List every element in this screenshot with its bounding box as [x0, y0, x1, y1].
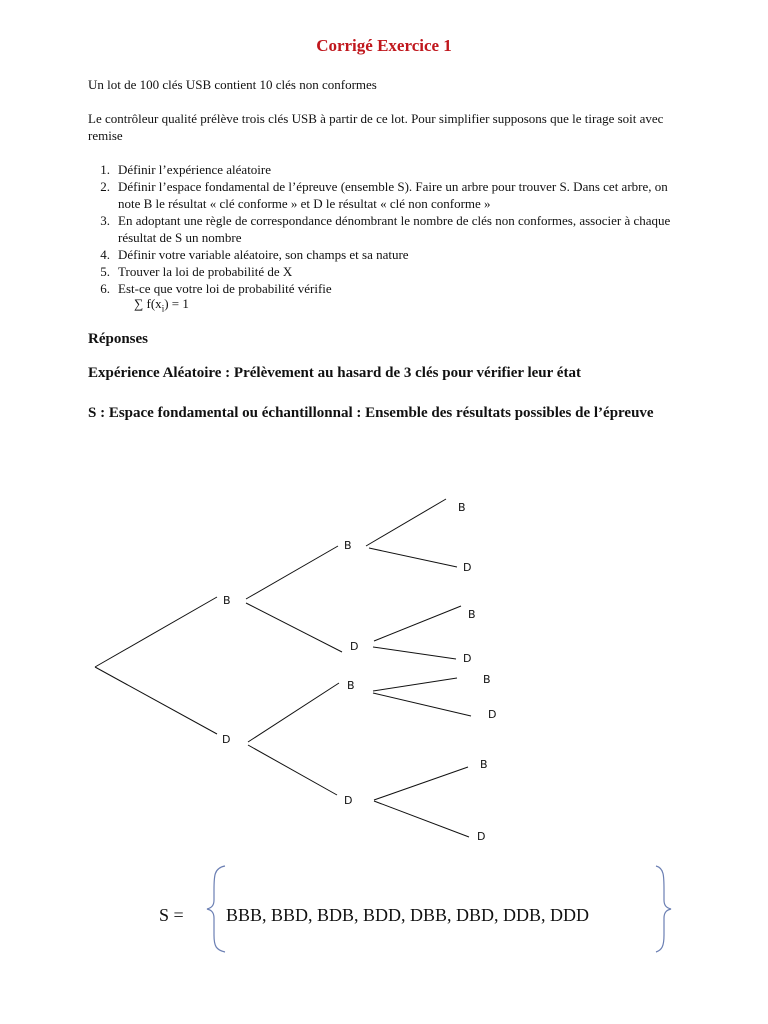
set-values: BBB, BBD, BDB, BDD, DBB, DBD, DDB, DDD	[226, 905, 590, 925]
tree-node-label: B	[344, 539, 352, 552]
tree-node-label: D	[344, 794, 353, 807]
list-item: 2. Définir l’espace fondamental de l’épreuve (ensemble S). Faire un arbre pour trouver S. Dans cet arbre, on note B le résultat « clé conforme » et D le résultat « clé non conforme »	[100, 179, 668, 211]
answers-heading: Réponses	[88, 331, 149, 347]
tree-node-label: D	[463, 561, 472, 574]
tree-node-label: B	[223, 594, 231, 607]
set-label: S =	[159, 905, 184, 925]
tree-node-label: D	[350, 640, 359, 653]
experience-definition: Expérience Aléatoire : Prélèvement au hasard de 3 clés pour vérifier leur état	[88, 365, 581, 381]
list-item: 5. Trouver la loi de probabilité de X	[100, 264, 293, 279]
list-item: 3. En adoptant une règle de correspondance dénombrant le nombre de clés non conformes, associer à chaque résultat de S un nombre	[100, 213, 671, 245]
page-title: Corrigé Exercice 1	[316, 36, 452, 55]
list-item: 4. Définir votre variable aléatoire, son champs et sa nature	[100, 247, 409, 262]
list-item: 6. Est-ce que votre loi de probabilité vérifie	[100, 281, 332, 296]
left-brace	[207, 866, 225, 952]
tree-node-label: D	[222, 733, 231, 746]
tree-node-label: B	[480, 758, 488, 771]
right-brace	[656, 866, 671, 952]
space-definition: S : Espace fondamental ou échantillonnal : Ensemble des résultats possibles de l’épreuve	[88, 405, 654, 421]
sum-formula: ∑ $f(x_i) = 1$	[134, 296, 189, 314]
tree-node-label: B	[458, 501, 466, 514]
tree-node-label: B	[483, 673, 491, 686]
tree-node-label: D	[463, 652, 472, 665]
tree-node-label: D	[477, 830, 486, 843]
intro-text: Un lot de 100 clés USB contient 10 clés non conformes	[88, 77, 377, 92]
tree-node-label: B	[468, 608, 476, 621]
tree-node-label: D	[488, 708, 497, 721]
tree-node-label: B	[347, 679, 355, 692]
context-text: Le contrôleur qualité prélève trois clés USB à partir de ce lot. Pour simplifier supposons que le tirage soit avec remise	[88, 111, 664, 143]
list-item: 1. Définir l’expérience aléatoire	[100, 162, 272, 177]
